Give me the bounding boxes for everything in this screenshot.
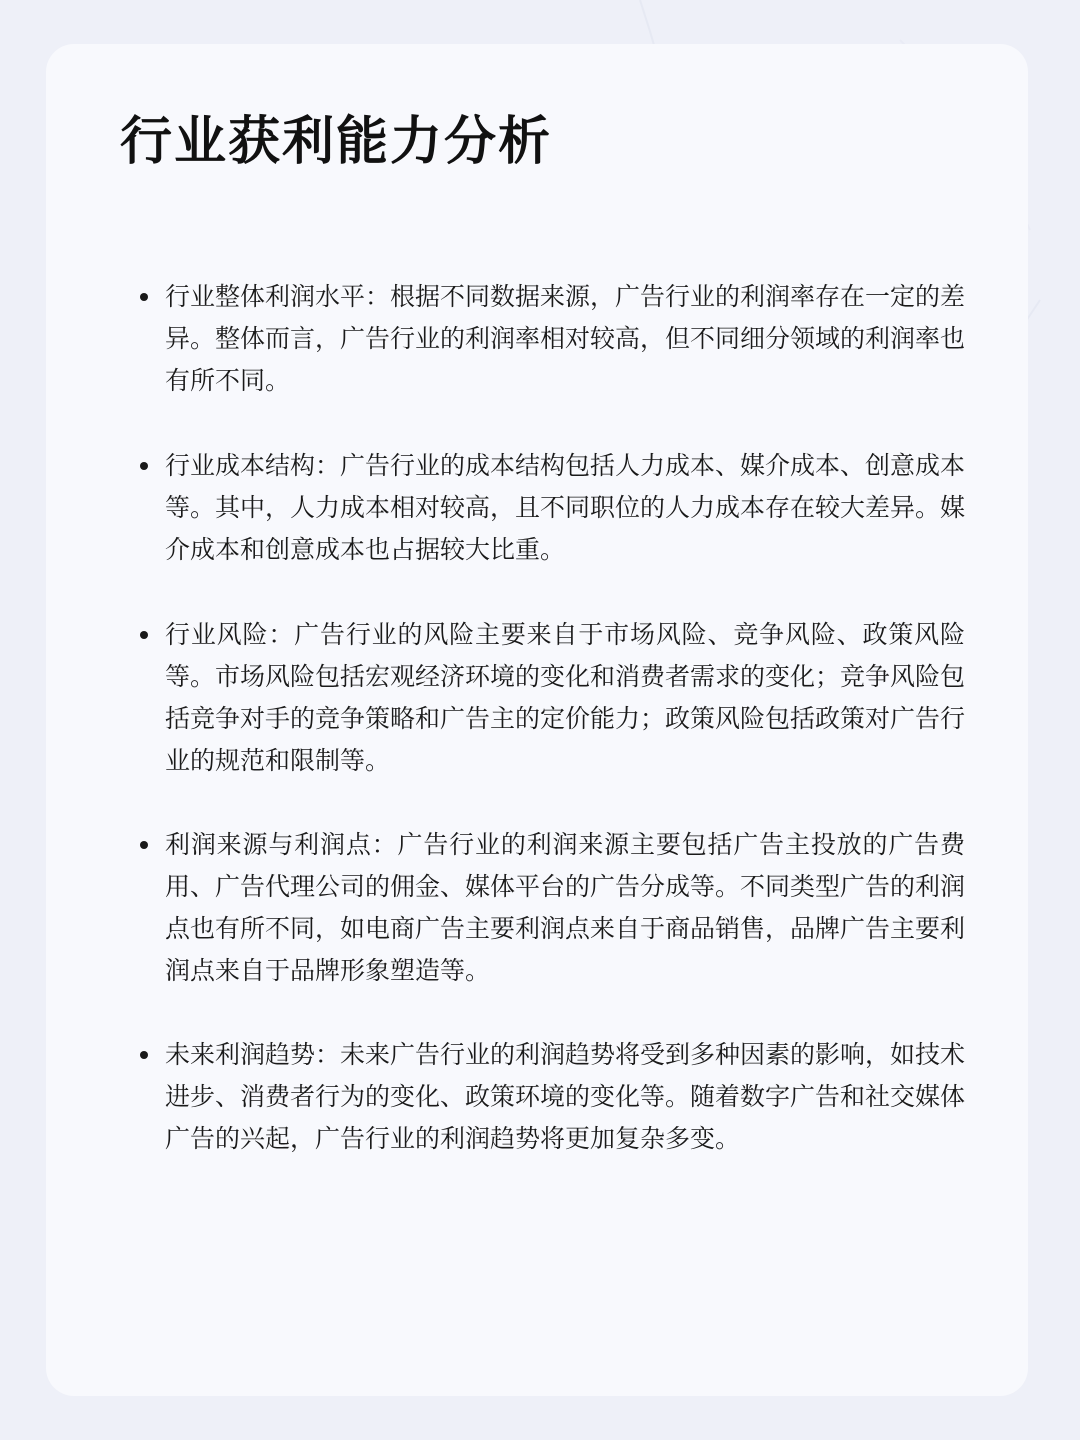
list-item-text: 行业整体利润水平：根据不同数据来源，广告行业的利润率存在一定的差异。整体而言，广告行业的利润率相对较高，但不同细分领域的利润率也有所不同。 (165, 282, 966, 395)
bullet-dot-icon (140, 293, 148, 301)
list-item-text: 利润来源与利润点：广告行业的利润来源主要包括广告主投放的广告费用、广告代理公司的佣金、媒体平台的广告分成等。不同类型广告的利润点也有所不同，如电商广告主要利润点来自于商品销售，品牌广告主要利润点来自于品牌形象塑造等。 (165, 830, 966, 985)
bullet-dot-icon (140, 841, 148, 849)
bullet-dot-icon (140, 1051, 148, 1059)
content-card (46, 44, 1028, 1396)
page-title: 行业获利能力分析 (120, 112, 553, 172)
list-item-text: 行业风险：广告行业的风险主要来自于市场风险、竞争风险、政策风险等。市场风险包括宏观经济环境的变化和消费者需求的变化；竞争风险包括竞争对手的竞争策略和广告主的定价能力；政策风险包括政策对广告行业的规范和限制等。 (165, 620, 966, 775)
list-item-text: 未来利润趋势：未来广告行业的利润趋势将受到多种因素的影响，如技术进步、消费者行为的变化、政策环境的变化等。随着数字广告和社交媒体广告的兴起，广告行业的利润趋势将更加复杂多变。 (165, 1040, 966, 1153)
bullet-dot-icon (140, 462, 148, 470)
bullet-list (46, 44, 1028, 1396)
bullet-dot-icon (140, 631, 148, 639)
list-item-text: 行业成本结构：广告行业的成本结构包括人力成本、媒介成本、创意成本等。其中，人力成本相对较高，且不同职位的人力成本存在较大差异。媒介成本和创意成本也占据较大比重。 (165, 451, 966, 564)
